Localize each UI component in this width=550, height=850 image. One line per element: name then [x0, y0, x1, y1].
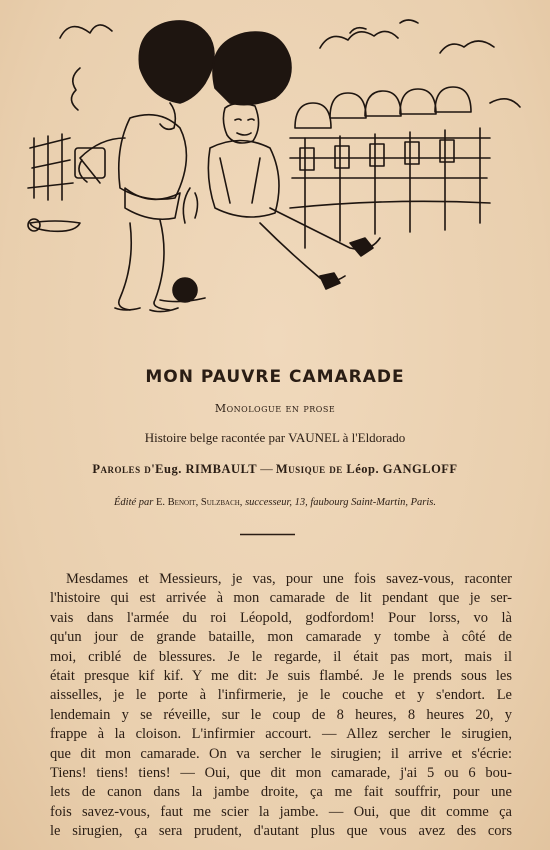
words-name: RIMBAULT	[185, 462, 258, 476]
text-line: vais dans l'armée du roi Léopold, godfordom! Pour lorss, vo là	[50, 609, 512, 626]
music-first: Léop.	[346, 462, 383, 476]
soldiers-illustration	[20, 8, 535, 318]
ornament-divider	[240, 533, 295, 536]
text-line: lets de canon dans la jambe droite, ça me fait souffrir, pour une	[50, 784, 512, 801]
text-line: était presque kif kif. Y me dit: Je suis flambé. Je le prends sous les	[50, 667, 512, 684]
history-prefix: Histoire belge racontée par	[144, 430, 289, 445]
editor-line	[0, 497, 550, 508]
monologue-text	[50, 570, 512, 841]
history-line	[0, 430, 550, 446]
text-line: qu'un jour de grande bataille, mon camarade y tombe à côté de	[50, 629, 512, 646]
text-line: lendemain y se réveille, sur le coup de 8 heures, 8 heures 20, y	[50, 706, 512, 723]
music-label: Musique de	[275, 462, 347, 476]
history-author: VAUNEL	[288, 430, 340, 445]
text-line: le sirugien, ça sera prudent, d'autant plus que vous avez des cors	[50, 823, 512, 840]
text-line: moi, criblé de blessures. Je le regarde, il était pas mort, mais il	[50, 648, 512, 665]
page-subtitle: Monologue en prose	[214, 402, 336, 415]
editor-edited: Édité	[113, 497, 137, 508]
text-line: l'histoire qui est arrivée à mon camarade de lit pendant que je ser-	[50, 590, 512, 607]
editor-successor: successeur,	[242, 497, 293, 508]
page-title: MON PAUVRE CAMARADE	[145, 367, 405, 387]
text-line: Tiens! tiens! tiens! — Oui, que dit mon camarade, j'ai 5 ou 6 bou-	[50, 764, 512, 781]
history-suffix: à l'Eldorado	[339, 430, 406, 445]
text-line: frappe à la cloison. L'infirmier accourt. — Allez sercher le sirugien,	[50, 726, 512, 743]
words-first: Eug.	[155, 462, 186, 476]
editor-by: par	[136, 497, 156, 508]
text-line: Mesdames et Messieurs, je vas, pour une fois savez-vous, raconter	[66, 571, 512, 587]
music-name: GANGLOFF	[382, 462, 458, 476]
editor-publisher: E. Benoit, Sulzbach,	[156, 497, 243, 508]
credits-dash: —	[257, 462, 276, 476]
credits-line	[0, 462, 550, 477]
text-line: que dit mon camarade. On va sercher le sirugien; il arrive et s'écrie:	[50, 745, 512, 762]
editor-address: 13, faubourg Saint-Martin, Paris.	[292, 497, 437, 508]
words-label: Paroles d'	[92, 462, 156, 476]
text-line: aisselles, je le porte à l'infirmerie, je le couche et y s'endort. Le	[50, 687, 512, 704]
text-line: fois savez-vous, faut me scier la jambe. — Oui, que dit comme ça	[50, 803, 512, 820]
